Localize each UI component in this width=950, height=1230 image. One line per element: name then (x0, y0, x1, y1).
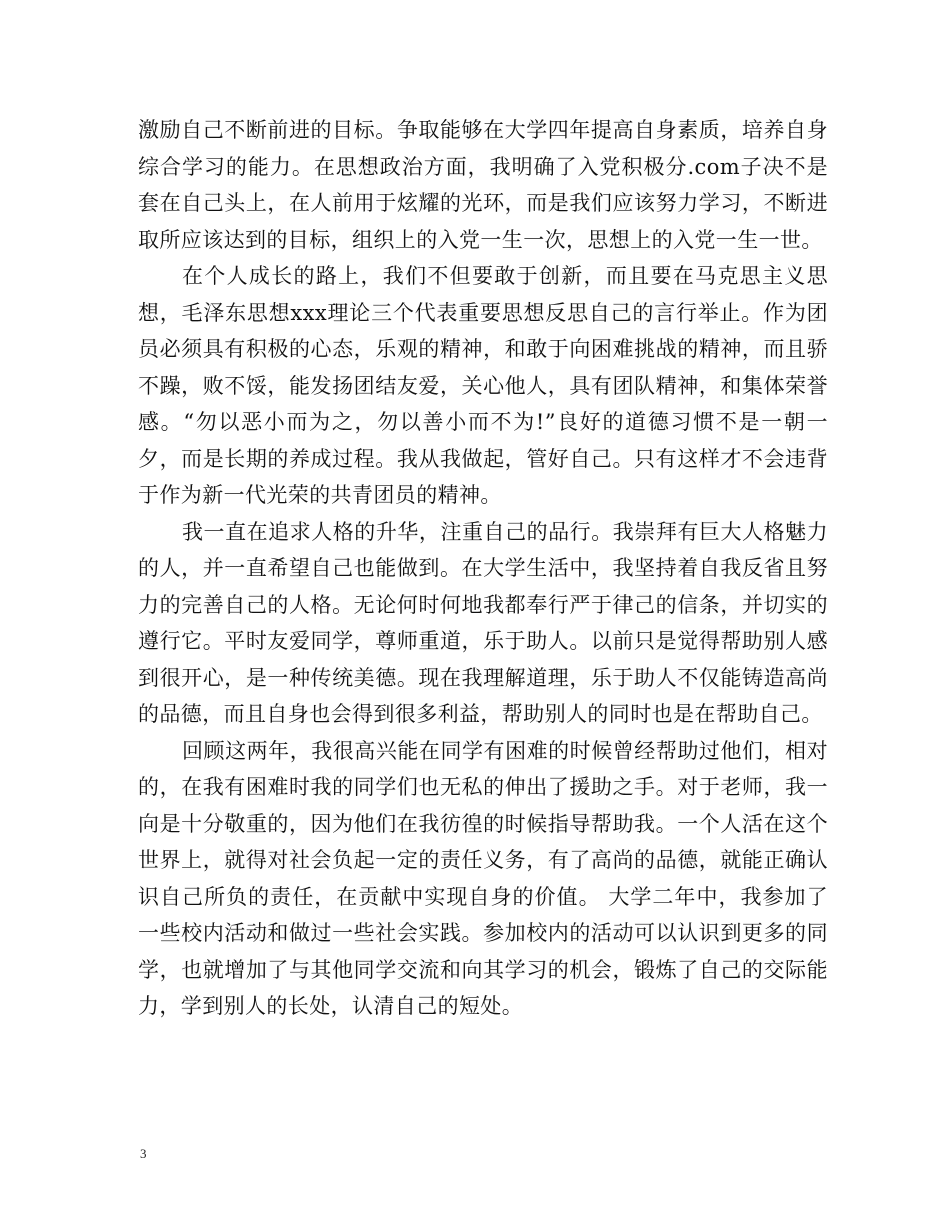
page-number: 3 (140, 1146, 147, 1161)
paragraph-1: 激励自己不断前进的目标。争取能够在大学四年提高自身素质，培养自身综合学习的能力。在思想政治方面，我明确了入党积极分.com子决不是套在自己头上，在人前用于炫耀的光环，而是我们应该努力学习，不断进取所应该达到的目标，组织上的入党一生一次，思想上的入党一生一世。 (138, 118, 828, 252)
paragraph-4: 回顾这两年，我很高兴能在同学有困难的时候曾经帮助过他们，相对的，在我有困难时我的同学们也无私的伸出了援助之手。对于老师，我一向是十分敬重的，因为他们在我彷徨的时候指导帮助我。一个人活在这个世界上，就得对社会负起一定的责任义务，有了高尚的品德，就能正确认识自己所负的责任，在贡献中实现自身的价值。 大学二年中，我参加了一些校内活动和做过一些社会实践。参加校内的活动可以认识到更多的同学，也就增加了与其他同学交流和向其学习的机会，锻炼了自己的交际能力，学到别人的长处，认清自己的短处。 (138, 738, 828, 1018)
document-body (138, 112, 828, 1025)
paragraph-3: 我一直在追求人格的升华，注重自己的品行。我崇拜有巨大人格魅力的人，并一直希望自己也能做到。在大学生活中，我坚持着自我反省且努力的完善自己的人格。无论何时何地我都奉行严于律己的信条，并切实的遵行它。平时友爱同学，尊师重道，乐于助人。以前只是觉得帮助别人感到很开心，是一种传统美德。现在我理解道理，乐于助人不仅能铸造高尚的品德，而且自身也会得到很多利益，帮助别人的同时也是在帮助自己。 (138, 519, 828, 726)
paragraph-2: 在个人成长的路上，我们不但要敢于创新，而且要在马克思主义思想，毛泽东思想xxx理论三个代表重要思想反思自己的言行举止。作为团员必须具有积极的心态，乐观的精神，和敢于向困难挑战的精神，而且骄不躁，败不馁，能发扬团结友爱，关心他人，具有团队精神，和集体荣誉感。“勿以恶小而为之，勿以善小而不为!”良好的道德习惯不是一朝一夕，而是长期的养成过程。我从我做起，管好自己。只有这样才不会违背于作为新一代光荣的共青团员的精神。 (138, 264, 828, 507)
